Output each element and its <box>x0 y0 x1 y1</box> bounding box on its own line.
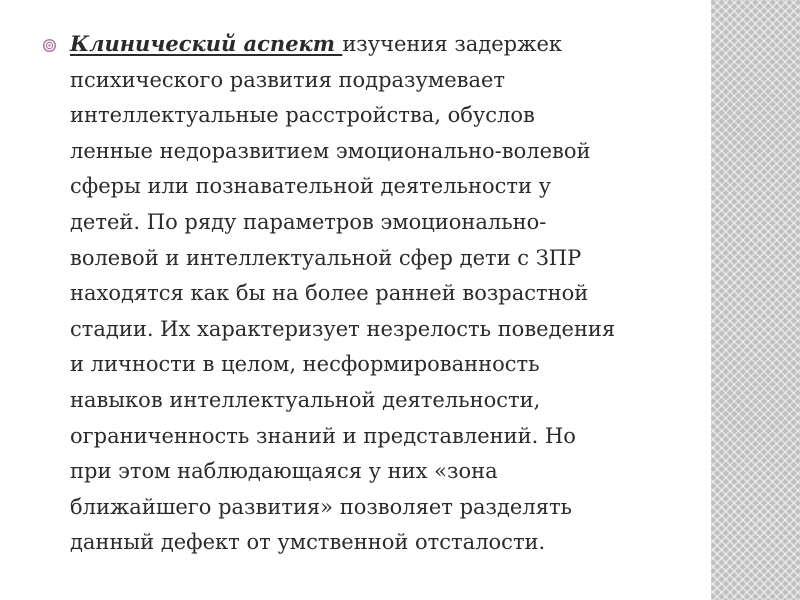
slide-body-text <box>70 26 685 561</box>
decorative-side-stripe <box>711 0 800 600</box>
text-line: волевой и интеллектуальной сфер дети с ЗПР <box>70 245 582 270</box>
text-line: при этом наблюдающаяся у них «зона <box>70 459 498 484</box>
text-line-1 <box>70 26 685 63</box>
text-line: стадии. Их характеризует незрелость поведения <box>70 316 616 341</box>
circled-bullet-icon <box>42 38 57 53</box>
text-line: находятся как бы на более ранней возрастной <box>70 281 589 306</box>
emphasized-term: Клинический аспект <box>70 31 343 56</box>
text-line: навыков интеллектуальной деятельности, <box>70 387 541 412</box>
text-line: интеллектуальные расстройства, обуслов <box>70 103 535 128</box>
text-line: ограниченность знаний и представлений. Но <box>70 423 576 448</box>
text-line: ленные недоразвитием эмоционально-волевой <box>70 138 591 163</box>
text-line: данный дефект от умственной отсталости. <box>70 530 546 555</box>
text-line: сферы или познавательной деятельности у <box>70 174 552 199</box>
text-line: и личности в целом, несформированность <box>70 352 540 377</box>
text-line: психического развития подразумевает <box>70 67 506 92</box>
text-line-1-rest: изучения задержек <box>342 32 562 56</box>
text-line: детей. По ряду параметров эмоционально- <box>70 209 547 234</box>
text-line: ближайшего развития» позволяет разделять <box>70 494 572 519</box>
